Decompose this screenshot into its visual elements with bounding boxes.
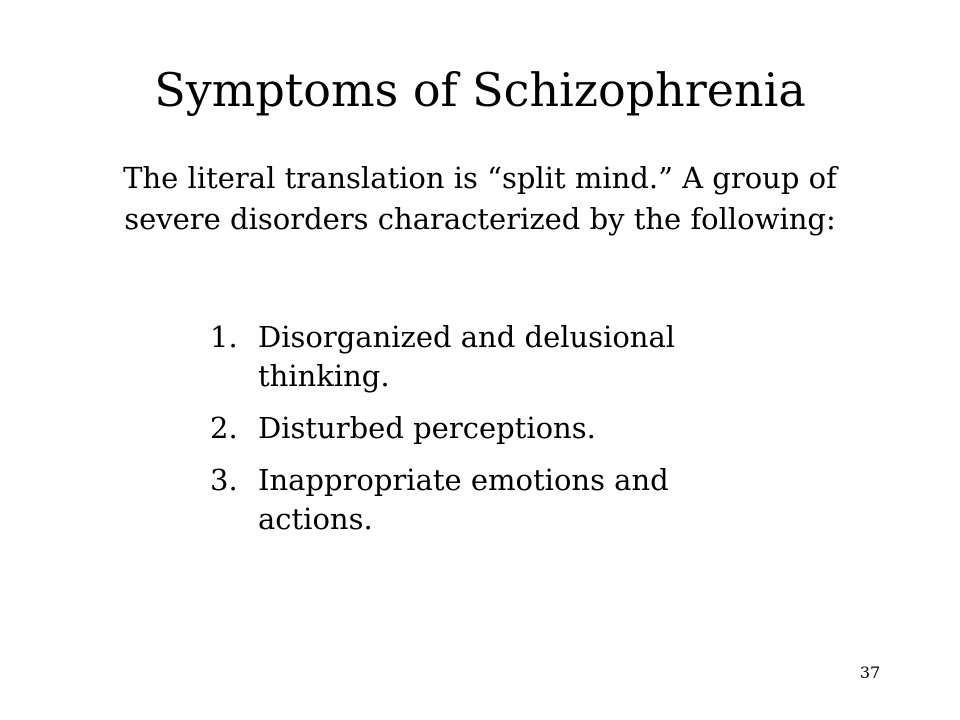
intro-paragraph: The literal translation is “split mind.” A group of severe disorders characterized by the following: — [123, 161, 837, 236]
page-number: 37 — [859, 663, 881, 682]
list-item — [210, 461, 770, 539]
list-item-number: 2. — [210, 411, 238, 445]
list-item-text: Disorganized and delusional thinking. — [258, 320, 676, 393]
list-item-text: Disturbed perceptions. — [258, 411, 596, 445]
list-item — [210, 409, 770, 448]
slide-title: Symptoms of Schizophrenia — [154, 63, 806, 117]
list-item-number: 3. — [210, 463, 238, 497]
list-item-number: 1. — [210, 320, 238, 354]
list-item — [210, 318, 770, 396]
list-item-text: Inappropriate emotions and actions. — [258, 463, 669, 536]
symptom-list — [210, 318, 770, 552]
